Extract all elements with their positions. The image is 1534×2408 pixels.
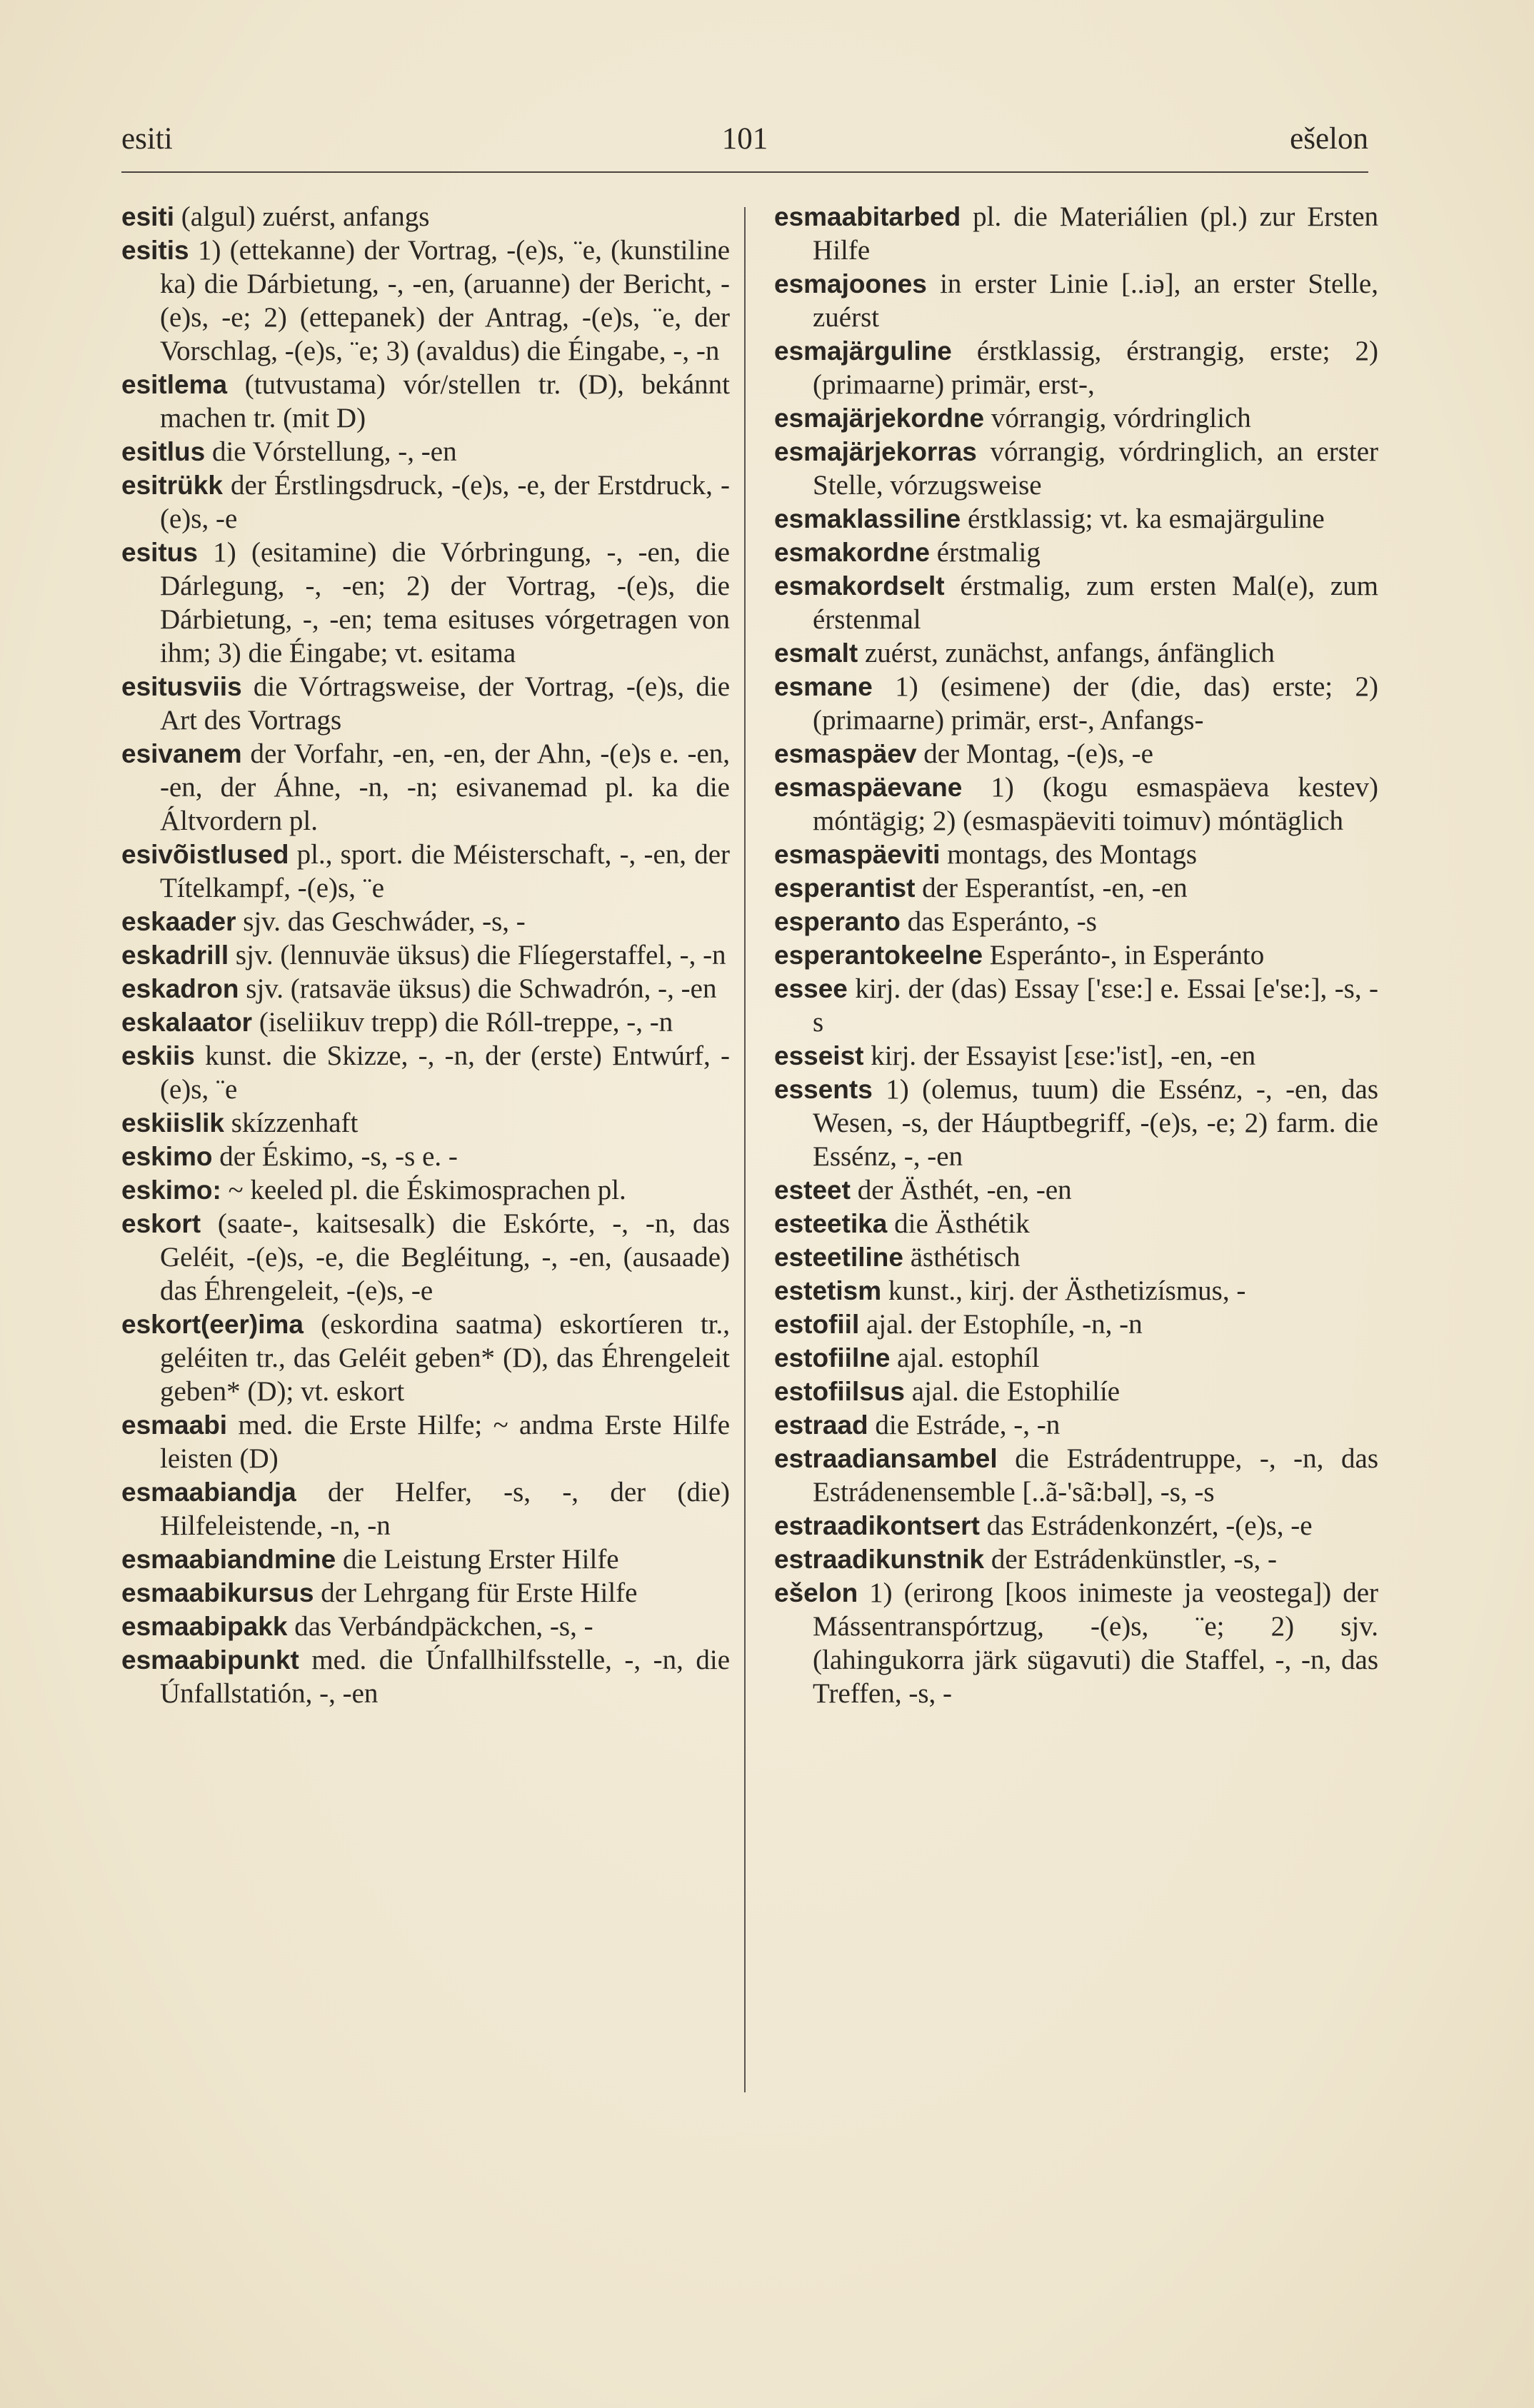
dictionary-entry: [121, 670, 730, 737]
entry-definition: pl., sport. die Méisterschaft, -, -en, der Títelkampf, -(e)s, ¨e: [160, 839, 730, 903]
dictionary-entry: [774, 200, 1378, 267]
entry-headword: esitlema: [121, 370, 228, 399]
entry-headword: esmaabiandmine: [121, 1545, 336, 1574]
entry-headword: esitlus: [121, 437, 206, 466]
dictionary-entry: [774, 502, 1378, 536]
dictionary-entry: [121, 938, 730, 972]
entry-headword: esteet: [774, 1175, 851, 1205]
entry-definition: (iseliikuv trepp) die Róll-treppe, -, -n: [259, 1007, 673, 1038]
entry-definition: med. die Únfallhilfsstelle, -, -n, die Únfallstatión, -, -en: [160, 1645, 731, 1709]
entry-definition: kirj. der (das) Essay ['ɛse:] e. Essai [e'se:], -s, -s: [813, 973, 1379, 1038]
entry-headword: esitusviis: [121, 672, 242, 701]
dictionary-entry: [121, 1576, 730, 1610]
entry-definition: sjv. (ratsaväe üksus) die Schwadrón, -, -en: [246, 973, 717, 1004]
entry-headword: estofiilsus: [774, 1377, 905, 1406]
entry-definition: pl. die Materiálien (pl.) zur Ersten Hilfe: [813, 201, 1379, 266]
entry-headword: eskimo:: [121, 1175, 221, 1205]
entry-headword: eskaader: [121, 907, 236, 936]
entry-definition: zuérst, zunächst, anfangs, ánfänglich: [864, 638, 1275, 668]
dictionary-entry: [121, 1408, 730, 1475]
dictionary-entry: [121, 1140, 730, 1173]
entry-definition: (eskordina saatma) eskortíeren tr., geléiten tr., das Geléit geben* (D), das Éhrengeleit geben* (D); vt. eskort: [160, 1309, 730, 1407]
entry-headword: eskort: [121, 1209, 201, 1238]
entry-definition: die Vórstellung, -, -en: [211, 436, 457, 467]
entry-definition: sjv. das Geschwáder, -s, -: [243, 906, 526, 937]
dictionary-entry: [774, 1240, 1378, 1274]
entry-definition: ajal. die Estophilíe: [911, 1376, 1121, 1407]
entry-definition: 1) (kogu esmaspäeva kestev) móntägig; 2) (esmaspäeviti toimuv) móntäglich: [813, 772, 1378, 836]
entry-headword: essents: [774, 1075, 873, 1104]
page-header: [121, 121, 1368, 171]
dictionary-entry: [121, 1039, 730, 1106]
dictionary-entry: [121, 972, 730, 1005]
entry-definition: ~ keeled pl. die Éskimosprachen pl.: [228, 1175, 626, 1205]
dictionary-entry: [121, 234, 730, 368]
dictionary-entry: [121, 737, 730, 838]
dictionary-entry: [774, 1375, 1378, 1408]
entry-definition: die Estráde, -, -n: [875, 1410, 1061, 1440]
entry-headword: esmajärjekordne: [774, 403, 985, 433]
dictionary-entry: [774, 401, 1378, 435]
entry-headword: esmalt: [774, 638, 858, 668]
entry-headword: estraadikunstnik: [774, 1545, 985, 1574]
entry-definition: in erster Linie [..iə], an erster Stelle, zuérst: [813, 269, 1378, 333]
entry-definition: Esperánto-, in Esperánto: [989, 940, 1265, 970]
dictionary-entry: [121, 1308, 730, 1408]
entry-headword: esitrükk: [121, 471, 223, 500]
dictionary-entry: [774, 1408, 1378, 1442]
entry-definition: das Estrádenkonzért, -(e)s, -e: [986, 1510, 1313, 1541]
dictionary-entry: [121, 1610, 730, 1643]
entry-headword: esmakordselt: [774, 571, 945, 601]
entry-headword: esivanem: [121, 739, 242, 768]
entry-headword: estofiilne: [774, 1343, 891, 1373]
dictionary-entry: [774, 1207, 1378, 1240]
dictionary-entry: [774, 1308, 1378, 1341]
entry-definition: der Montag, -(e)s, -e: [923, 738, 1153, 769]
entry-definition: (algul) zuérst, anfangs: [181, 201, 430, 232]
running-head-left: esiti: [121, 122, 173, 156]
entry-definition: érstmalig, zum ersten Mal(e), zum érstenmal: [813, 571, 1378, 635]
dictionary-entry: [121, 200, 730, 234]
entry-headword: esperanto: [774, 907, 901, 936]
entry-headword: eskadrill: [121, 940, 229, 970]
entry-definition: (saate-, kaitsesalk) die Eskórte, -, -n, das Geléit, -(e)s, -e, die Begléitung, -, -en, (ausaade) das Éhrengeleit, -(e)s, -e: [160, 1208, 731, 1306]
entry-headword: esmajärguline: [774, 336, 952, 366]
entry-definition: das Esperánto, -s: [907, 906, 1097, 937]
entry-definition: montags, des Montags: [947, 839, 1198, 870]
dictionary-entry: [774, 871, 1378, 905]
entry-definition: kirj. der Essayist [ɛse:'ist], -en, -en: [871, 1040, 1256, 1071]
dictionary-entry: [774, 1274, 1378, 1308]
entry-definition: érstklassig, érstrangig, erste; 2) (primaarne) primär, erst-,: [813, 336, 1378, 400]
entry-definition: ästhétisch: [910, 1242, 1021, 1273]
entry-definition: die Leistung Erster Hilfe: [342, 1544, 619, 1575]
dictionary-entry: [121, 1542, 730, 1576]
dictionary-entry: [774, 972, 1378, 1039]
entry-definition: 1) (olemus, tuum) die Essénz, -, -en, das Wesen, -s, der Háuptbegriff, -(e)s, -e; 2) farm. die Essénz, -, -en: [813, 1074, 1378, 1172]
entry-headword: eskadron: [121, 974, 239, 1003]
dictionary-entry: [774, 267, 1378, 334]
entry-headword: esmaabikursus: [121, 1578, 314, 1607]
entry-definition: 1) (esimene) der (die, das) erste; 2) (primaarne) primär, erst-, Anfangs-: [813, 671, 1378, 736]
entry-headword: estofiil: [774, 1310, 860, 1339]
dictionary-entry: [774, 905, 1378, 938]
entry-headword: eskimo: [121, 1142, 213, 1171]
entry-definition: kunst., kirj. der Ästhetizísmus, -: [888, 1275, 1246, 1306]
entry-definition: ajal. der Estophíle, -n, -n: [866, 1309, 1143, 1340]
entry-definition: érstmalig: [936, 537, 1041, 568]
entry-definition: der Lehrgang für Erste Hilfe: [321, 1577, 638, 1608]
dictionary-entry: [121, 435, 730, 468]
entry-definition: (tutvustama) vór/stellen tr. (D), bekánnt machen tr. (mit D): [160, 369, 730, 433]
entry-definition: das Verbándpäckchen, -s, -: [294, 1611, 593, 1642]
dictionary-entry: [774, 1173, 1378, 1207]
dictionary-entry: [774, 569, 1378, 636]
entry-definition: ajal. estophíl: [897, 1343, 1040, 1373]
entry-headword: eskort(eer)ima: [121, 1310, 304, 1339]
entry-headword: esmajoones: [774, 269, 927, 299]
entry-definition: kunst. die Skizze, -, -n, der (erste) Entwúrf, -(e)s, ¨e: [160, 1040, 731, 1105]
dictionary-entry: [774, 1341, 1378, 1375]
dictionary-entry: [121, 1475, 730, 1542]
dictionary-entry: [774, 435, 1378, 502]
entry-headword: esivõistlused: [121, 840, 289, 869]
dictionary-entry: [774, 838, 1378, 871]
dictionary-entry: [774, 938, 1378, 972]
entry-headword: esitis: [121, 236, 189, 265]
dictionary-entry: [774, 1542, 1378, 1576]
dictionary-entry: [774, 334, 1378, 401]
entry-definition: der Esperantíst, -en, -en: [922, 873, 1188, 903]
entry-headword: esmaabipakk: [121, 1612, 288, 1641]
entry-definition: skízzenhaft: [231, 1108, 359, 1138]
entry-definition: die Ästhétik: [894, 1208, 1030, 1239]
entry-headword: esteetiline: [774, 1243, 903, 1272]
entry-headword: esmaabitarbed: [774, 202, 961, 231]
entry-headword: essee: [774, 974, 848, 1003]
entry-definition: med. die Erste Hilfe; ~ andma Erste Hilfe leisten (D): [160, 1410, 731, 1474]
dictionary-entry: [121, 1005, 730, 1039]
entry-definition: die Estrádentruppe, -, -n, das Estrádenensemble [..ã-'sã:bəl], -s, -s: [813, 1443, 1378, 1507]
entry-headword: esmajärjekorras: [774, 437, 977, 466]
dictionary-entry: [774, 737, 1378, 771]
entry-definition: der Érstlingsdruck, -(e)s, -e, der Erstdruck, -(e)s, -e: [160, 470, 730, 534]
entry-definition: 1) (ettekanne) der Vortrag, -(e)s, ¨e, (kunstiline ka) die Dárbietung, -, -en, (aruanne) der Bericht, -(e)s, -e; 2) (ettepanek) der Antrag, -(e)s, ¨e, der Vorschlag, -(e)s, ¨e; 3) (avaldus) die Éingabe, -, -n: [160, 235, 731, 366]
entry-headword: esmaabiandja: [121, 1478, 296, 1507]
entry-headword: estraad: [774, 1410, 868, 1440]
entry-definition: vórrangig, vórdringlich: [991, 403, 1251, 433]
entry-headword: esmaklassiline: [774, 504, 961, 533]
entry-headword: esmaspäevane: [774, 773, 963, 802]
dictionary-entry: [774, 1509, 1378, 1542]
entry-headword: estetism: [774, 1276, 882, 1305]
entry-headword: estraadikontsert: [774, 1511, 980, 1540]
entry-headword: esmane: [774, 672, 873, 701]
left-column: [121, 200, 730, 1710]
dictionary-entry: [121, 536, 730, 670]
entry-headword: esseist: [774, 1041, 864, 1070]
entry-definition: sjv. (lennuväe üksus) die Flíegerstaffel, -, -n: [235, 940, 726, 970]
dictionary-entry: [774, 536, 1378, 569]
entry-headword: eskalaator: [121, 1008, 253, 1037]
entry-headword: esteetika: [774, 1209, 888, 1238]
dictionary-entry: [121, 1207, 730, 1308]
entry-definition: vórrangig, vórdringlich, an erster Stelle, vórzugsweise: [813, 436, 1378, 501]
dictionary-entry: [121, 1643, 730, 1710]
entry-headword: estraadiansambel: [774, 1444, 998, 1473]
dictionary-entry: [121, 1106, 730, 1140]
dictionary-entry: [774, 771, 1378, 838]
running-head-right: ešelon: [1290, 122, 1368, 156]
entry-definition: die Vórtragsweise, der Vortrag, -(e)s, die Art des Vortrags: [160, 671, 730, 736]
entry-headword: esitus: [121, 538, 198, 567]
entry-definition: 1) (erirong [koos inimeste ja veostega]) der Mássentranspórtzug, -(e)s, ¨e; 2) sjv. (lahingukorra järk sügavuti) die Staffel, -, -n, das Treffen, -s, -: [813, 1577, 1378, 1709]
header-rule: [121, 171, 1368, 173]
entry-definition: érstklassig; vt. ka esmajärguline: [968, 503, 1325, 534]
entry-definition: 1) (esitamine) die Vórbringung, -, -en, die Dárlegung, -, -en; 2) der Vortrag, -(e)s, die Dárbietung, -, -en; tema esituses vórgetragen von ihm; 3) die Éingabe; vt. esitama: [160, 537, 730, 668]
page-number: 101: [721, 122, 768, 156]
entry-headword: esperantist: [774, 873, 916, 903]
dictionary-entry: [121, 368, 730, 435]
entry-headword: esmaabipunkt: [121, 1645, 299, 1675]
entry-definition: der Éskimo, -s, -s e. -: [219, 1141, 458, 1172]
entry-headword: eskiis: [121, 1041, 195, 1070]
entry-headword: esmakordne: [774, 538, 930, 567]
dictionary-entry: [121, 838, 730, 905]
entry-headword: esmaspäev: [774, 739, 917, 768]
entry-definition: der Ästhét, -en, -en: [857, 1175, 1072, 1205]
dictionary-entry: [774, 636, 1378, 670]
dictionary-entry: [121, 468, 730, 536]
entry-headword: ešelon: [774, 1578, 858, 1607]
entry-headword: esiti: [121, 202, 175, 231]
entry-headword: eskiislik: [121, 1108, 225, 1138]
dictionary-entry: [774, 1576, 1378, 1710]
dictionary-entry: [774, 1039, 1378, 1073]
entry-definition: der Helfer, -s, -, der (die) Hilfeleistende, -n, -n: [160, 1477, 731, 1541]
entry-definition: der Vorfahr, -en, -en, der Ahn, -(e)s e. -en, -en, der Áhne, -n, -n; esivanemad pl. ka die Áltvordern pl.: [160, 738, 731, 836]
dictionary-entry: [121, 1173, 730, 1207]
entry-definition: der Estrádenkünstler, -s, -: [991, 1544, 1278, 1575]
dictionary-entry: [774, 1442, 1378, 1509]
dictionary-entry: [774, 1073, 1378, 1173]
right-column: [774, 200, 1378, 1710]
dictionary-entry: [121, 905, 730, 938]
column-divider: [744, 207, 746, 2092]
entry-headword: esperantokeelne: [774, 940, 983, 970]
dictionary-entry: [774, 670, 1378, 737]
entry-headword: esmaabi: [121, 1410, 228, 1440]
entry-headword: esmaspäeviti: [774, 840, 941, 869]
